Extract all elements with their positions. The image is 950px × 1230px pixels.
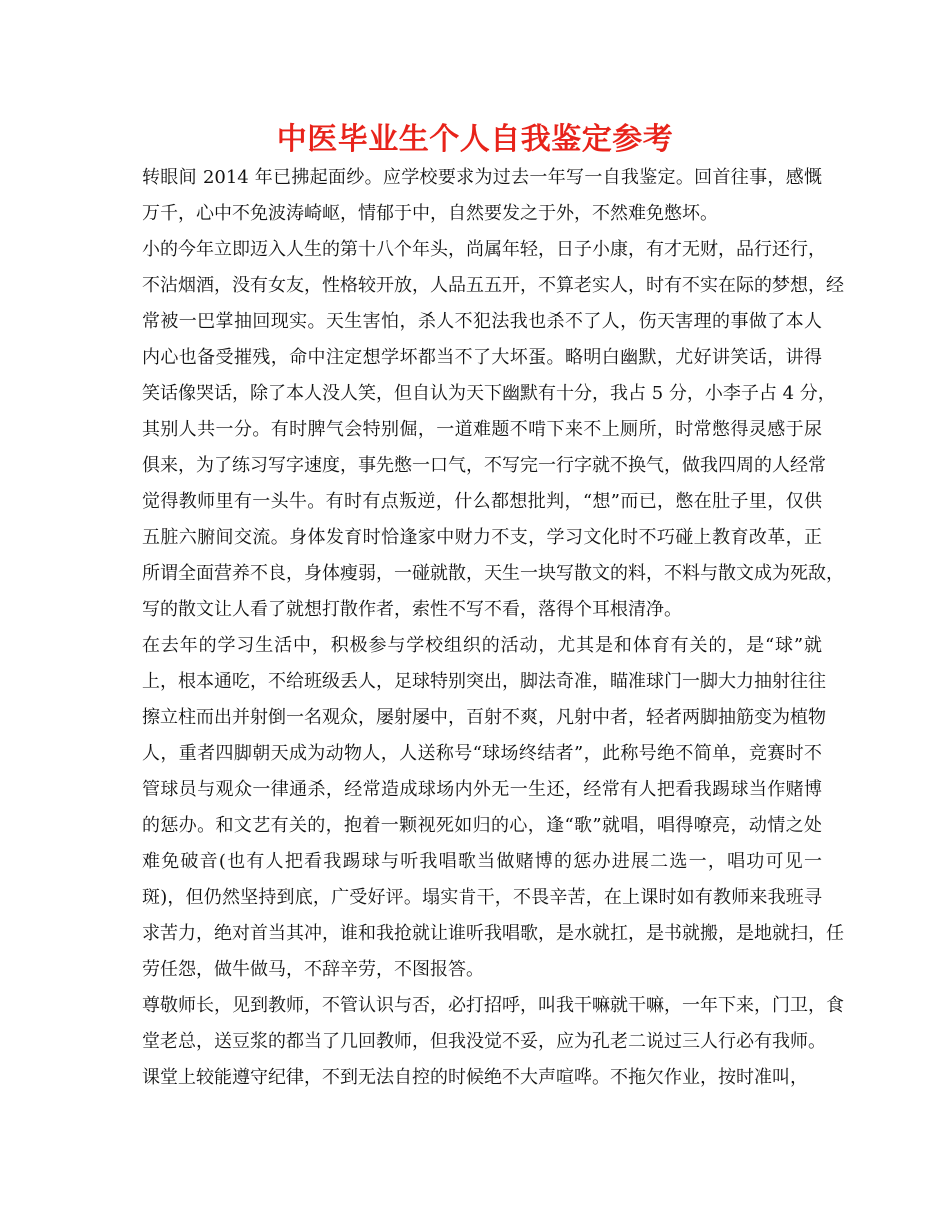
text-line: 常被一巴掌抽回现实。天生害怕，杀人不犯法我也杀不了人，伤天害理的事做了本人 [142,311,822,332]
text-line: 俱来，为了练习写字速度，事先憋一口气，不写完一行字就不换气，做我四周的人经常 [142,455,826,476]
text-line: 的惩办。和文艺有关的，抱着一颗视死如归的心，逢“歌”就唱，唱得嘹亮，动情之处 [142,815,822,836]
text-line: 转眼间 2014 年已拂起面纱。应学校要求为过去一年写一自我鉴定。回首往事，感慨 [142,167,822,188]
paragraph [142,232,844,628]
document-title: 中医毕业生个人自我鉴定参考 [276,122,674,157]
paragraph [142,988,844,1096]
text-line: 在去年的学习生活中，积极参与学校组织的活动，尤其是和体育有关的，是“球”就 [142,635,822,656]
text-line: 擦立柱而出并射倒一名观众，屡射屡中，百射不爽，凡射中者，轻者两脚抽筋变为植物 [142,707,826,728]
text-line: 堂老总，送豆浆的都当了几回教师，但我没觉不妥，应为孔老二说过三人行必有我师。 [142,1031,826,1052]
text-line: 求苦力，绝对首当其冲，谁和我抢就让谁听我唱歌，是水就扛，是书就搬，是地就扫，任 [142,923,844,944]
text-line: 管球员与观众一律通杀，经常造成球场内外无一生还，经常有人把看我踢球当作赌博 [142,779,822,800]
text-line: 斑)，但仍然坚持到底，广受好评。塌实肯干，不畏辛苦，在上课时如有教师来我班寻 [142,887,822,908]
text-line: 劳任怨，做牛做马，不辞辛劳，不图报答。 [142,959,484,980]
text-line: 课堂上较能遵守纪律，不到无法自控的时候绝不大声喧哗。不拖欠作业，按时准叫， [142,1067,808,1088]
text-line: 人，重者四脚朝天成为动物人，人送称号“球场终结者”，此称号绝不简单，竞赛时不 [142,743,822,764]
text-line: 笑话像哭话，除了本人没人笑，但自认为天下幽默有十分，我占 5 分，小李子占 4 分， [142,383,836,404]
text-line: 尊敬师长，见到教师，不管认识与否，必打招呼，叫我干嘛就干嘛，一年下来，门卫，食 [142,995,844,1016]
paragraph [142,628,844,988]
text-line: 写的散文让人看了就想打散作者，索性不写不看，落得个耳根清净。 [142,599,682,620]
text-line: 上，根本通吃，不给班级丢人，足球特别突出，脚法奇准，瞄准球门一脚大力抽射往往 [142,671,826,692]
text-line: 五脏六腑间交流。身体发育时恰逢家中财力不支，学习文化时不巧碰上教育改革，正 [142,527,822,548]
paragraph [142,160,822,232]
text-line: 其别人共一分。有时脾气会特别倔，一道难题不啃下来不上厕所，时常憋得灵感于尿 [142,419,822,440]
text-line: 内心也备受摧残，命中注定想学坏都当不了大坏蛋。略明白幽默，尤好讲笑话，讲得 [142,347,822,368]
text-line: 难免破音(也有人把看我踢球与听我唱歌当做赌博的惩办进展二选一，唱功可见一 [142,851,822,872]
text-line: 小的今年立即迈入人生的第十八个年头，尚属年轻，日子小康，有才无财，品行还行， [142,239,826,260]
text-line: 所谓全面营养不良，身体瘦弱，一碰就散，天生一块写散文的料，不料与散文成为死敌， [142,563,844,584]
text-line: 万千，心中不免波涛崎岖，情郁于中，自然要发之于外，不然难免憋坏。 [142,203,718,224]
document-body [142,160,844,1096]
text-line: 不沾烟酒，没有女友，性格较开放，人品五五开，不算老实人，时有不实在际的梦想，经 [142,275,844,296]
text-line: 觉得教师里有一头牛。有时有点叛逆，什么都想批判，“想”而已，憋在肚子里，仅供 [142,491,822,512]
